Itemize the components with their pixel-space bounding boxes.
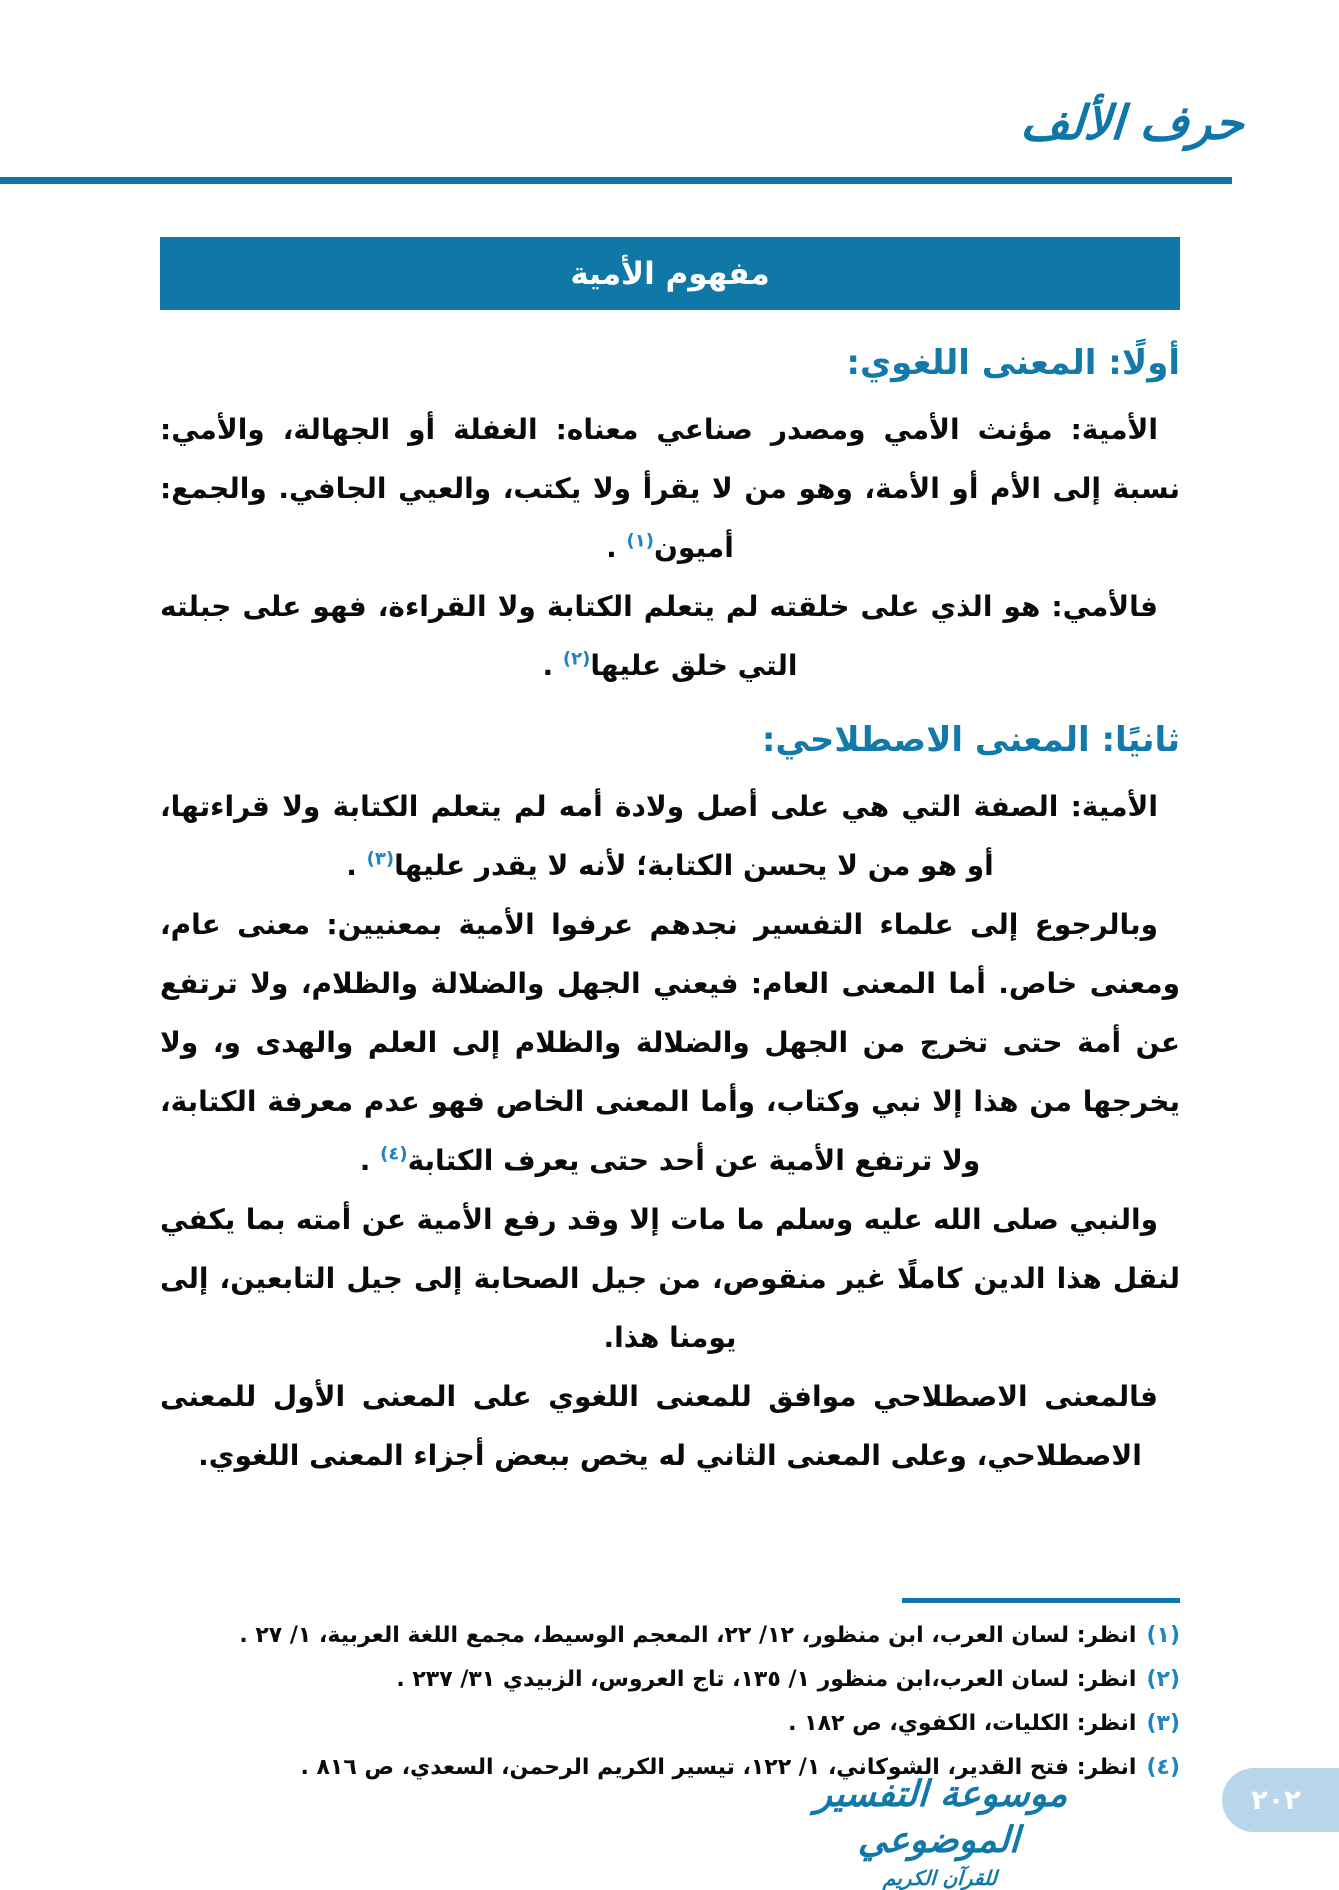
footnote-2: [160, 1658, 1180, 1702]
paragraph-text: وبالرجوع إلى علماء التفسير نجدهم عرفوا الأمية بمعنيين: معنى عام، ومعنى خاص. أما المعنى العام: فيعني الجهل والضلالة والظلام، ولا ترتفع عن أمة حتى تخرج من الجهل والضلالة والظلام إلى العلم والهدى و، ولا يخرجها من هذا إلا نبي وكتاب، وأما المعنى الخاص فهو عدم معرفة الكتابة، ولا ترتفع الأمية عن أحد حتى يعرف الكتابة: [160, 908, 1180, 1177]
footnote-marker-2: (٢): [562, 648, 591, 670]
section-heading-terminological: ثانيًا: المعنى الاصطلاحي:: [761, 720, 1180, 760]
publisher-logo-title: موسوعة التفسير الموضوعي: [813, 1774, 1069, 1861]
publisher-logo: [760, 1772, 1120, 1890]
footnotes-block: [160, 1614, 1180, 1790]
footnote-marker-3: (٣): [366, 848, 395, 870]
paragraph: [160, 895, 1180, 1190]
paragraph-text: فالأمي: هو الذي على خلقته لم يتعلم الكتابة ولا القراءة، فهو على جبلته التي خلق عليها: [160, 590, 1158, 682]
paragraph-text: الأمية: مؤنث الأمي ومصدر صناعي معناه: الغفلة أو الجهالة، والأمي: نسبة إلى الأم أو الأمة، وهو من لا يقرأ ولا يكتب، والعيي الجافي. والجمع: أميون: [160, 413, 1180, 564]
footnote-separator-rule: [902, 1598, 1180, 1603]
paragraph: [160, 577, 1180, 695]
section-heading-linguistic: أولًا: المعنى اللغوي:: [846, 343, 1180, 383]
footnote-number: (١): [1146, 1623, 1180, 1648]
page-content: [160, 332, 1180, 1485]
footnote-number: (٢): [1146, 1667, 1180, 1692]
paragraph-suffix: .: [542, 649, 563, 682]
paragraph: [160, 777, 1180, 895]
footnote-3: [160, 1702, 1180, 1746]
publisher-logo-subtitle: للقرآن الكريم: [882, 1866, 998, 1890]
paragraph-suffix: .: [346, 849, 367, 882]
chapter-banner-title: مفهوم الأمية: [570, 255, 770, 292]
footnote-marker-4: (٤): [380, 1143, 408, 1165]
header-rule: [0, 177, 1232, 184]
paragraph: [160, 1367, 1180, 1485]
paragraph-suffix: .: [359, 1144, 381, 1177]
chapter-banner: [160, 237, 1180, 310]
page-number: ٢٠٢: [1251, 1784, 1301, 1816]
footnote-1: [160, 1614, 1180, 1658]
footnote-text: انظر: لسان العرب، ابن منظور، ١٢/ ٢٢، المعجم الوسيط، مجمع اللغة العربية، ١/ ٢٧ .: [239, 1623, 1137, 1648]
paragraph: [160, 1190, 1180, 1367]
running-head-letter: حرف الألف: [1019, 96, 1246, 151]
footnote-number: (٤): [1146, 1755, 1180, 1780]
paragraph: [160, 400, 1180, 577]
footnote-number: (٣): [1146, 1711, 1180, 1736]
footnote-marker-1: (١): [626, 530, 655, 552]
paragraph-text: فالمعنى الاصطلاحي موافق للمعنى اللغوي على المعنى الأول للمعنى الاصطلاحي، وعلى المعنى الثاني له يخص ببعض أجزاء المعنى اللغوي.: [160, 1380, 1158, 1472]
footnote-text: انظر: الكليات، الكفوي، ص ١٨٢ .: [788, 1711, 1137, 1736]
footnote-text: انظر: لسان العرب،ابن منظور ١/ ١٣٥، تاج العروس، الزبيدي ٣١/ ٢٣٧ .: [396, 1667, 1137, 1692]
page-number-badge: [1222, 1768, 1339, 1832]
paragraph-text: والنبي صلى الله عليه وسلم ما مات إلا وقد رفع الأمية عن أمته بما يكفي لنقل هذا الدين كاملًا غير منقوص، من جيل الصحابة إلى جيل التابعين، إلى يومنا هذا.: [160, 1203, 1180, 1354]
paragraph-suffix: .: [606, 531, 627, 564]
footnote-text: انظر: فتح القدير، الشوكاني، ١/ ١٢٢، تيسير الكريم الرحمن، السعدي، ص ٨١٦ .: [300, 1755, 1137, 1780]
paragraph-text: الأمية: الصفة التي هي على أصل ولادة أمه لم يتعلم الكتابة ولا قراءتها، أو هو من لا يحسن الكتابة؛ لأنه لا يقدر عليها: [160, 790, 1158, 882]
